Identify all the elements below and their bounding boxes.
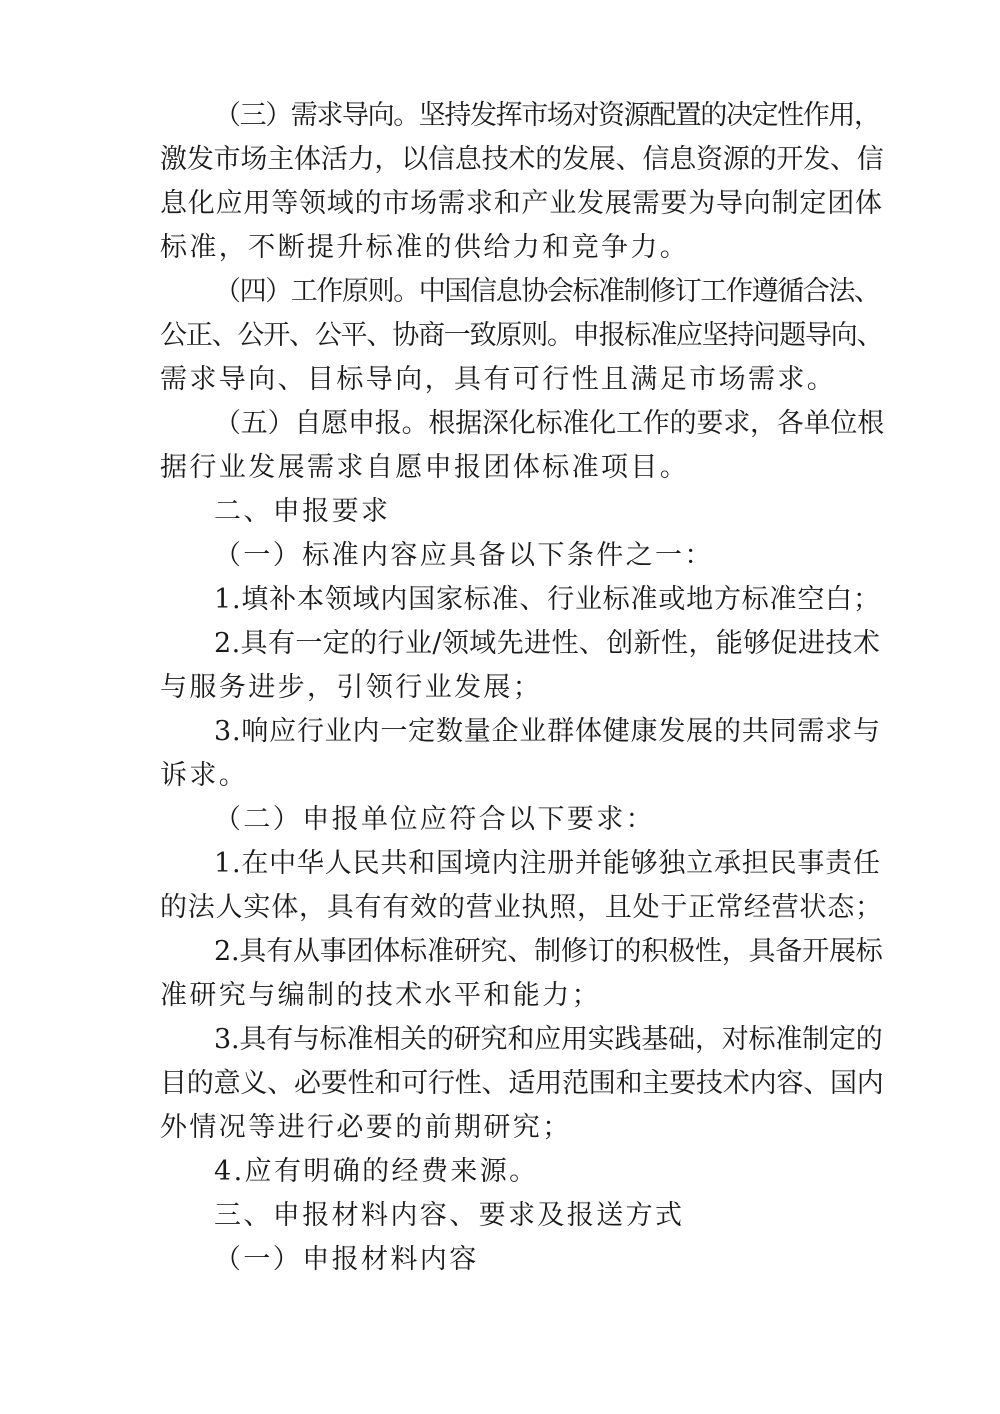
- paragraph-line: 激发市场主体活力，以信息技术的发展、信息资源的开发、信: [160, 144, 884, 175]
- section-heading: 三、申报材料内容、要求及报送方式: [214, 1200, 685, 1231]
- subsection-heading: （一）申报材料内容: [214, 1244, 479, 1275]
- list-item: 2.具有一定的行业/领域先进性、创新性，能够促进技术: [214, 628, 881, 659]
- list-item: 3.响应行业内一定数量企业群体健康发展的共同需求与: [214, 716, 881, 747]
- list-item: 4.应有明确的经费来源。: [214, 1156, 539, 1187]
- list-item: 1.在中华人民共和国境内注册并能够独立承担民事责任: [214, 848, 881, 879]
- list-item: 3.具有与标准相关的研究和应用实践基础，对标准制定的: [214, 1024, 883, 1055]
- paragraph-line: （五）自愿申报。根据深化标准化工作的要求，各单位根: [214, 408, 884, 439]
- paragraph-line: （四）工作原则。中国信息协会标准制修订工作遵循合法、: [214, 276, 880, 307]
- section-heading: 二、申报要求: [214, 496, 391, 527]
- subsection-heading: （一）标准内容应具备以下条件之一：: [214, 540, 714, 571]
- paragraph-line: 与服务进步，引领行业发展；: [160, 672, 543, 703]
- paragraph-line: 诉求。: [160, 760, 249, 791]
- paragraph-line: 的法人实体，具有有效的营业执照，且处于正常经营状态；: [160, 892, 883, 923]
- paragraph-line: （三）需求导向。坚持发挥市场对资源配置的决定性作用，: [214, 100, 880, 131]
- paragraph-line: 目的意义、必要性和可行性、适用范围和主要技术内容、国内: [160, 1068, 884, 1099]
- paragraph-line: 息化应用等领域的市场需求和产业发展需要为导向制定团体: [160, 188, 883, 219]
- paragraph-line: 据行业发展需求自愿申报团体标准项目。: [160, 452, 690, 483]
- paragraph-line: 外情况等进行必要的前期研究；: [160, 1112, 572, 1143]
- paragraph-line: 标准，不断提升标准的供给力和竞争力。: [160, 232, 690, 263]
- list-item: 1.填补本领域内国家标准、行业标准或地方标准空白；: [214, 584, 881, 615]
- paragraph-line: 公正、公开、公平、协商一致原则。申报标准应坚持问题导向、: [160, 320, 883, 351]
- list-item: 2.具有从事团体标准研究、制修订的积极性，具备开展标: [214, 936, 883, 967]
- subsection-heading: （二）申报单位应符合以下要求：: [214, 804, 655, 835]
- paragraph-line: 准研究与编制的技术水平和能力；: [160, 980, 601, 1011]
- paragraph-line: 需求导向、目标导向，具有可行性且满足市场需求。: [160, 364, 837, 395]
